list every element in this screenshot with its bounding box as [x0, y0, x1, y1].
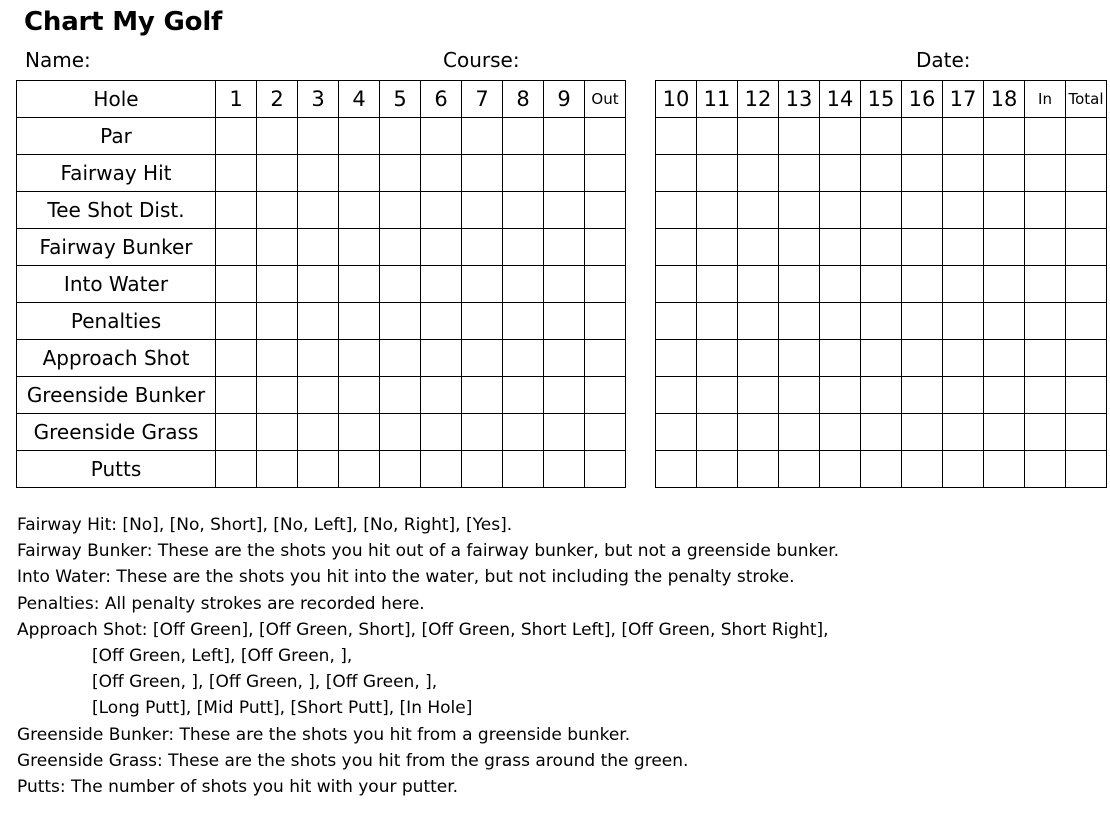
cell-approach-shot-hole-18[interactable]: [984, 340, 1025, 377]
scorecard-back-row-greenside-grass: [656, 414, 1107, 451]
cell-par-out[interactable]: [585, 118, 626, 155]
cell-tee-shot-dist-hole-3[interactable]: [298, 192, 339, 229]
cell-into-water-hole-5[interactable]: [380, 266, 421, 303]
cell-greenside-bunker-hole-1[interactable]: [216, 377, 257, 414]
cell-tee-shot-dist-hole-12[interactable]: [738, 192, 779, 229]
cell-into-water-hole-12[interactable]: [738, 266, 779, 303]
cell-penalties-hole-2[interactable]: [257, 303, 298, 340]
cell-fairway-hit-total[interactable]: [1066, 155, 1107, 192]
cell-into-water-hole-1[interactable]: [216, 266, 257, 303]
cell-into-water-hole-7[interactable]: [462, 266, 503, 303]
cell-fairway-hit-hole-4[interactable]: [339, 155, 380, 192]
cell-into-water-out[interactable]: [585, 266, 626, 303]
cell-greenside-bunker-hole-13[interactable]: [779, 377, 820, 414]
cell-approach-shot-hole-1[interactable]: [216, 340, 257, 377]
cell-tee-shot-dist-hole-2[interactable]: [257, 192, 298, 229]
cell-penalties-hole-10[interactable]: [656, 303, 697, 340]
cell-tee-shot-dist-hole-10[interactable]: [656, 192, 697, 229]
cell-tee-shot-dist-hole-5[interactable]: [380, 192, 421, 229]
scorecard-back-nine: [655, 80, 1107, 488]
row-label-greenside-grass: Greenside Grass: [17, 414, 216, 451]
row-label-approach-shot: Approach Shot: [17, 340, 216, 377]
legend-line-3: Into Water: These are the shots you hit into the water, but not including the penalty stroke.: [17, 567, 795, 588]
legend-line-7: [Off Green, ], [Off Green, ], [Off Green, ],: [92, 672, 438, 693]
cell-greenside-bunker-hole-14[interactable]: [820, 377, 861, 414]
cell-fairway-hit-hole-15[interactable]: [861, 155, 902, 192]
cell-into-water-in[interactable]: [1025, 266, 1066, 303]
hole-header-2: 2: [257, 81, 298, 118]
cell-approach-shot-hole-12[interactable]: [738, 340, 779, 377]
hole-header-13: 13: [779, 81, 820, 118]
cell-fairway-bunker-hole-3[interactable]: [298, 229, 339, 266]
scorecard-row-greenside-grass: [17, 414, 626, 451]
row-label-penalties: Penalties: [17, 303, 216, 340]
cell-par-total[interactable]: [1066, 118, 1107, 155]
hole-header-18: 18: [984, 81, 1025, 118]
cell-fairway-bunker-hole-6[interactable]: [421, 229, 462, 266]
cell-greenside-bunker-hole-18[interactable]: [984, 377, 1025, 414]
cell-approach-shot-hole-3[interactable]: [298, 340, 339, 377]
scorecard-back-row-par: [656, 118, 1107, 155]
cell-putts-in[interactable]: [1025, 451, 1066, 488]
cell-par-hole-18[interactable]: [984, 118, 1025, 155]
cell-penalties-hole-1[interactable]: [216, 303, 257, 340]
cell-penalties-in[interactable]: [1025, 303, 1066, 340]
cell-into-water-hole-13[interactable]: [779, 266, 820, 303]
cell-par-hole-13[interactable]: [779, 118, 820, 155]
cell-par-hole-3[interactable]: [298, 118, 339, 155]
cell-into-water-hole-6[interactable]: [421, 266, 462, 303]
cell-putts-hole-10[interactable]: [656, 451, 697, 488]
legend-line-9: Greenside Bunker: These are the shots you hit from a greenside bunker.: [17, 724, 631, 745]
cell-putts-hole-2[interactable]: [257, 451, 298, 488]
cell-penalties-hole-8[interactable]: [503, 303, 544, 340]
cell-tee-shot-dist-hole-15[interactable]: [861, 192, 902, 229]
scorecard-back-row-fairway-bunker: [656, 229, 1107, 266]
cell-putts-hole-7[interactable]: [462, 451, 503, 488]
cell-penalties-out[interactable]: [585, 303, 626, 340]
cell-tee-shot-dist-hole-1[interactable]: [216, 192, 257, 229]
cell-greenside-bunker-hole-2[interactable]: [257, 377, 298, 414]
cell-fairway-bunker-hole-17[interactable]: [943, 229, 984, 266]
cell-fairway-hit-hole-16[interactable]: [902, 155, 943, 192]
cell-putts-hole-3[interactable]: [298, 451, 339, 488]
scorecard-back-row-into-water: [656, 266, 1107, 303]
cell-penalties-hole-5[interactable]: [380, 303, 421, 340]
cell-fairway-bunker-total[interactable]: [1066, 229, 1107, 266]
cell-into-water-hole-2[interactable]: [257, 266, 298, 303]
cell-greenside-bunker-hole-15[interactable]: [861, 377, 902, 414]
cell-fairway-bunker-out[interactable]: [585, 229, 626, 266]
row-label-hole: Hole: [17, 81, 216, 118]
cell-fairway-hit-out[interactable]: [585, 155, 626, 192]
cell-penalties-hole-11[interactable]: [697, 303, 738, 340]
hole-header-1: 1: [216, 81, 257, 118]
cell-into-water-hole-9[interactable]: [544, 266, 585, 303]
cell-into-water-hole-14[interactable]: [820, 266, 861, 303]
cell-penalties-hole-14[interactable]: [820, 303, 861, 340]
cell-fairway-bunker-hole-13[interactable]: [779, 229, 820, 266]
cell-par-hole-15[interactable]: [861, 118, 902, 155]
cell-fairway-bunker-hole-7[interactable]: [462, 229, 503, 266]
cell-approach-shot-hole-15[interactable]: [861, 340, 902, 377]
course-label: Course:: [443, 48, 520, 72]
cell-par-hole-2[interactable]: [257, 118, 298, 155]
scorecard-row-greenside-bunker: [17, 377, 626, 414]
scorecard-front-nine: [16, 80, 626, 488]
cell-putts-hole-12[interactable]: [738, 451, 779, 488]
out-header: Out: [585, 81, 626, 118]
legend-line-4: Penalties: All penalty strokes are recorded here.: [17, 593, 425, 614]
cell-par-hole-11[interactable]: [697, 118, 738, 155]
row-label-into-water: Into Water: [17, 266, 216, 303]
cell-greenside-bunker-hole-17[interactable]: [943, 377, 984, 414]
cell-greenside-grass-hole-1[interactable]: [216, 414, 257, 451]
cell-greenside-grass-hole-11[interactable]: [697, 414, 738, 451]
hole-header-8: 8: [503, 81, 544, 118]
scorecard-row-hole: [17, 81, 626, 118]
cell-into-water-hole-15[interactable]: [861, 266, 902, 303]
cell-greenside-grass-hole-13[interactable]: [779, 414, 820, 451]
page-title: Chart My Golf: [24, 7, 223, 37]
cell-fairway-bunker-hole-14[interactable]: [820, 229, 861, 266]
in-header: In: [1025, 81, 1066, 118]
cell-into-water-hole-10[interactable]: [656, 266, 697, 303]
row-label-fairway-bunker: Fairway Bunker: [17, 229, 216, 266]
cell-into-water-hole-3[interactable]: [298, 266, 339, 303]
scorecard-row-fairway-bunker: [17, 229, 626, 266]
cell-approach-shot-total[interactable]: [1066, 340, 1107, 377]
hole-header-16: 16: [902, 81, 943, 118]
cell-fairway-bunker-hole-18[interactable]: [984, 229, 1025, 266]
legend-line-10: Greenside Grass: These are the shots you hit from the grass around the green.: [17, 750, 689, 771]
cell-greenside-bunker-total[interactable]: [1066, 377, 1107, 414]
cell-greenside-grass-hole-18[interactable]: [984, 414, 1025, 451]
scorecard-row-fairway-hit: [17, 155, 626, 192]
cell-fairway-bunker-hole-2[interactable]: [257, 229, 298, 266]
cell-penalties-hole-12[interactable]: [738, 303, 779, 340]
cell-tee-shot-dist-hole-16[interactable]: [902, 192, 943, 229]
scorecard-back-row-approach-shot: [656, 340, 1107, 377]
hole-header-5: 5: [380, 81, 421, 118]
scorecard-back-row-fairway-hit: [656, 155, 1107, 192]
cell-par-hole-10[interactable]: [656, 118, 697, 155]
cell-approach-shot-hole-16[interactable]: [902, 340, 943, 377]
cell-fairway-hit-hole-11[interactable]: [697, 155, 738, 192]
cell-fairway-bunker-hole-11[interactable]: [697, 229, 738, 266]
cell-par-hole-12[interactable]: [738, 118, 779, 155]
cell-putts-hole-17[interactable]: [943, 451, 984, 488]
cell-fairway-hit-hole-3[interactable]: [298, 155, 339, 192]
cell-greenside-grass-hole-9[interactable]: [544, 414, 585, 451]
cell-tee-shot-dist-hole-7[interactable]: [462, 192, 503, 229]
hole-header-12: 12: [738, 81, 779, 118]
scorecard-back-row-greenside-bunker: [656, 377, 1107, 414]
cell-fairway-bunker-hole-10[interactable]: [656, 229, 697, 266]
cell-fairway-hit-hole-8[interactable]: [503, 155, 544, 192]
cell-greenside-grass-total[interactable]: [1066, 414, 1107, 451]
cell-approach-shot-in[interactable]: [1025, 340, 1066, 377]
cell-fairway-hit-hole-2[interactable]: [257, 155, 298, 192]
scorecard-row-penalties: [17, 303, 626, 340]
cell-putts-hole-6[interactable]: [421, 451, 462, 488]
cell-tee-shot-dist-hole-8[interactable]: [503, 192, 544, 229]
cell-tee-shot-dist-hole-4[interactable]: [339, 192, 380, 229]
cell-putts-hole-15[interactable]: [861, 451, 902, 488]
cell-into-water-hole-4[interactable]: [339, 266, 380, 303]
cell-par-in[interactable]: [1025, 118, 1066, 155]
cell-penalties-hole-7[interactable]: [462, 303, 503, 340]
cell-tee-shot-dist-hole-13[interactable]: [779, 192, 820, 229]
hole-header-6: 6: [421, 81, 462, 118]
cell-fairway-bunker-hole-4[interactable]: [339, 229, 380, 266]
cell-putts-hole-4[interactable]: [339, 451, 380, 488]
cell-putts-total[interactable]: [1066, 451, 1107, 488]
cell-tee-shot-dist-hole-17[interactable]: [943, 192, 984, 229]
cell-fairway-hit-hole-13[interactable]: [779, 155, 820, 192]
scorecard-row-par: [17, 118, 626, 155]
hole-header-10: 10: [656, 81, 697, 118]
cell-approach-shot-hole-2[interactable]: [257, 340, 298, 377]
scorecard-back-row-penalties: [656, 303, 1107, 340]
cell-fairway-bunker-hole-12[interactable]: [738, 229, 779, 266]
cell-approach-shot-hole-6[interactable]: [421, 340, 462, 377]
cell-putts-hole-13[interactable]: [779, 451, 820, 488]
cell-penalties-hole-4[interactable]: [339, 303, 380, 340]
cell-greenside-grass-hole-7[interactable]: [462, 414, 503, 451]
cell-penalties-total[interactable]: [1066, 303, 1107, 340]
cell-fairway-hit-hole-7[interactable]: [462, 155, 503, 192]
legend: [17, 512, 1087, 800]
cell-approach-shot-out[interactable]: [585, 340, 626, 377]
cell-fairway-hit-hole-10[interactable]: [656, 155, 697, 192]
cell-fairway-bunker-hole-5[interactable]: [380, 229, 421, 266]
cell-greenside-grass-hole-2[interactable]: [257, 414, 298, 451]
cell-putts-hole-1[interactable]: [216, 451, 257, 488]
cell-greenside-bunker-out[interactable]: [585, 377, 626, 414]
cell-greenside-grass-hole-14[interactable]: [820, 414, 861, 451]
cell-putts-hole-8[interactable]: [503, 451, 544, 488]
cell-par-hole-5[interactable]: [380, 118, 421, 155]
cell-fairway-bunker-hole-8[interactable]: [503, 229, 544, 266]
cell-tee-shot-dist-hole-6[interactable]: [421, 192, 462, 229]
cell-par-hole-16[interactable]: [902, 118, 943, 155]
cell-fairway-hit-hole-18[interactable]: [984, 155, 1025, 192]
scorecard-row-tee-shot-dist: [17, 192, 626, 229]
cell-approach-shot-hole-10[interactable]: [656, 340, 697, 377]
cell-greenside-grass-hole-16[interactable]: [902, 414, 943, 451]
hole-header-17: 17: [943, 81, 984, 118]
cell-putts-hole-16[interactable]: [902, 451, 943, 488]
cell-par-hole-8[interactable]: [503, 118, 544, 155]
cell-greenside-bunker-hole-7[interactable]: [462, 377, 503, 414]
legend-line-6: [Off Green, Left], [Off Green, ],: [92, 646, 353, 667]
cell-putts-hole-9[interactable]: [544, 451, 585, 488]
cell-penalties-hole-3[interactable]: [298, 303, 339, 340]
cell-putts-out[interactable]: [585, 451, 626, 488]
scorecard-row-into-water: [17, 266, 626, 303]
cell-fairway-hit-hole-1[interactable]: [216, 155, 257, 192]
cell-tee-shot-dist-hole-11[interactable]: [697, 192, 738, 229]
row-label-putts: Putts: [17, 451, 216, 488]
cell-fairway-bunker-in[interactable]: [1025, 229, 1066, 266]
cell-greenside-bunker-hole-4[interactable]: [339, 377, 380, 414]
cell-fairway-bunker-hole-16[interactable]: [902, 229, 943, 266]
date-label: Date:: [916, 48, 971, 72]
cell-penalties-hole-9[interactable]: [544, 303, 585, 340]
cell-greenside-grass-hole-5[interactable]: [380, 414, 421, 451]
cell-par-hole-1[interactable]: [216, 118, 257, 155]
cell-fairway-hit-in[interactable]: [1025, 155, 1066, 192]
cell-putts-hole-14[interactable]: [820, 451, 861, 488]
cell-penalties-hole-15[interactable]: [861, 303, 902, 340]
legend-line-5: Approach Shot: [Off Green], [Off Green, Short], [Off Green, Short Left], [Off Green, Short Right],: [17, 619, 829, 640]
hole-header-4: 4: [339, 81, 380, 118]
cell-par-hole-9[interactable]: [544, 118, 585, 155]
cell-fairway-bunker-hole-9[interactable]: [544, 229, 585, 266]
legend-line-1: Fairway Hit: [No], [No, Short], [No, Left], [No, Right], [Yes].: [17, 515, 513, 535]
legend-line-2: Fairway Bunker: These are the shots you hit out of a fairway bunker, but not a greenside bunker.: [17, 541, 840, 562]
cell-putts-hole-5[interactable]: [380, 451, 421, 488]
total-header: Total: [1066, 81, 1107, 118]
hole-header-15: 15: [861, 81, 902, 118]
cell-approach-shot-hole-14[interactable]: [820, 340, 861, 377]
cell-tee-shot-dist-total[interactable]: [1066, 192, 1107, 229]
cell-fairway-hit-hole-17[interactable]: [943, 155, 984, 192]
hole-header-14: 14: [820, 81, 861, 118]
cell-penalties-hole-16[interactable]: [902, 303, 943, 340]
cell-fairway-hit-hole-14[interactable]: [820, 155, 861, 192]
cell-greenside-grass-hole-12[interactable]: [738, 414, 779, 451]
cell-tee-shot-dist-hole-9[interactable]: [544, 192, 585, 229]
row-label-tee-shot-dist: Tee Shot Dist.: [17, 192, 216, 229]
legend-line-11: Putts: The number of shots you hit with your putter.: [17, 777, 459, 798]
cell-approach-shot-hole-8[interactable]: [503, 340, 544, 377]
cell-par-hole-4[interactable]: [339, 118, 380, 155]
scorecard-row-putts: [17, 451, 626, 488]
scorecard-back-row-hole: [656, 81, 1107, 118]
row-label-greenside-bunker: Greenside Bunker: [17, 377, 216, 414]
cell-approach-shot-hole-5[interactable]: [380, 340, 421, 377]
cell-greenside-bunker-hole-3[interactable]: [298, 377, 339, 414]
cell-penalties-hole-17[interactable]: [943, 303, 984, 340]
cell-into-water-total[interactable]: [1066, 266, 1107, 303]
hole-header-9: 9: [544, 81, 585, 118]
hole-header-7: 7: [462, 81, 503, 118]
cell-tee-shot-dist-in[interactable]: [1025, 192, 1066, 229]
cell-greenside-bunker-hole-10[interactable]: [656, 377, 697, 414]
cell-greenside-grass-hole-8[interactable]: [503, 414, 544, 451]
cell-par-hole-7[interactable]: [462, 118, 503, 155]
cell-fairway-hit-hole-12[interactable]: [738, 155, 779, 192]
row-label-fairway-hit: Fairway Hit: [17, 155, 216, 192]
hole-header-3: 3: [298, 81, 339, 118]
cell-into-water-hole-18[interactable]: [984, 266, 1025, 303]
cell-approach-shot-hole-11[interactable]: [697, 340, 738, 377]
cell-putts-hole-11[interactable]: [697, 451, 738, 488]
scorecard-row-approach-shot: [17, 340, 626, 377]
cell-penalties-hole-13[interactable]: [779, 303, 820, 340]
cell-fairway-bunker-hole-1[interactable]: [216, 229, 257, 266]
cell-tee-shot-dist-hole-14[interactable]: [820, 192, 861, 229]
cell-greenside-bunker-in[interactable]: [1025, 377, 1066, 414]
cell-tee-shot-dist-hole-18[interactable]: [984, 192, 1025, 229]
cell-tee-shot-dist-out[interactable]: [585, 192, 626, 229]
name-label: Name:: [25, 48, 91, 72]
cell-greenside-bunker-hole-12[interactable]: [738, 377, 779, 414]
cell-putts-hole-18[interactable]: [984, 451, 1025, 488]
hole-header-11: 11: [697, 81, 738, 118]
cell-fairway-hit-hole-9[interactable]: [544, 155, 585, 192]
cell-into-water-hole-11[interactable]: [697, 266, 738, 303]
legend-line-8: [Long Putt], [Mid Putt], [Short Putt], [In Hole]: [92, 698, 473, 719]
row-label-par: Par: [17, 118, 216, 155]
cell-greenside-grass-hole-17[interactable]: [943, 414, 984, 451]
cell-greenside-grass-out[interactable]: [585, 414, 626, 451]
cell-into-water-hole-17[interactable]: [943, 266, 984, 303]
cell-par-hole-17[interactable]: [943, 118, 984, 155]
cell-greenside-grass-in[interactable]: [1025, 414, 1066, 451]
cell-greenside-grass-hole-6[interactable]: [421, 414, 462, 451]
cell-greenside-bunker-hole-9[interactable]: [544, 377, 585, 414]
cell-greenside-bunker-hole-6[interactable]: [421, 377, 462, 414]
cell-into-water-hole-8[interactable]: [503, 266, 544, 303]
cell-greenside-grass-hole-3[interactable]: [298, 414, 339, 451]
cell-par-hole-6[interactable]: [421, 118, 462, 155]
cell-greenside-bunker-hole-8[interactable]: [503, 377, 544, 414]
cell-penalties-hole-18[interactable]: [984, 303, 1025, 340]
cell-approach-shot-hole-7[interactable]: [462, 340, 503, 377]
cell-fairway-hit-hole-6[interactable]: [421, 155, 462, 192]
cell-greenside-bunker-hole-16[interactable]: [902, 377, 943, 414]
cell-greenside-bunker-hole-5[interactable]: [380, 377, 421, 414]
cell-fairway-hit-hole-5[interactable]: [380, 155, 421, 192]
cell-greenside-bunker-hole-11[interactable]: [697, 377, 738, 414]
scorecard-back-row-tee-shot-dist: [656, 192, 1107, 229]
cell-penalties-hole-6[interactable]: [421, 303, 462, 340]
cell-approach-shot-hole-4[interactable]: [339, 340, 380, 377]
cell-approach-shot-hole-13[interactable]: [779, 340, 820, 377]
cell-greenside-grass-hole-4[interactable]: [339, 414, 380, 451]
scorecard-back-row-putts: [656, 451, 1107, 488]
cell-fairway-bunker-hole-15[interactable]: [861, 229, 902, 266]
cell-approach-shot-hole-17[interactable]: [943, 340, 984, 377]
cell-approach-shot-hole-9[interactable]: [544, 340, 585, 377]
cell-greenside-grass-hole-15[interactable]: [861, 414, 902, 451]
cell-greenside-grass-hole-10[interactable]: [656, 414, 697, 451]
cell-par-hole-14[interactable]: [820, 118, 861, 155]
cell-into-water-hole-16[interactable]: [902, 266, 943, 303]
